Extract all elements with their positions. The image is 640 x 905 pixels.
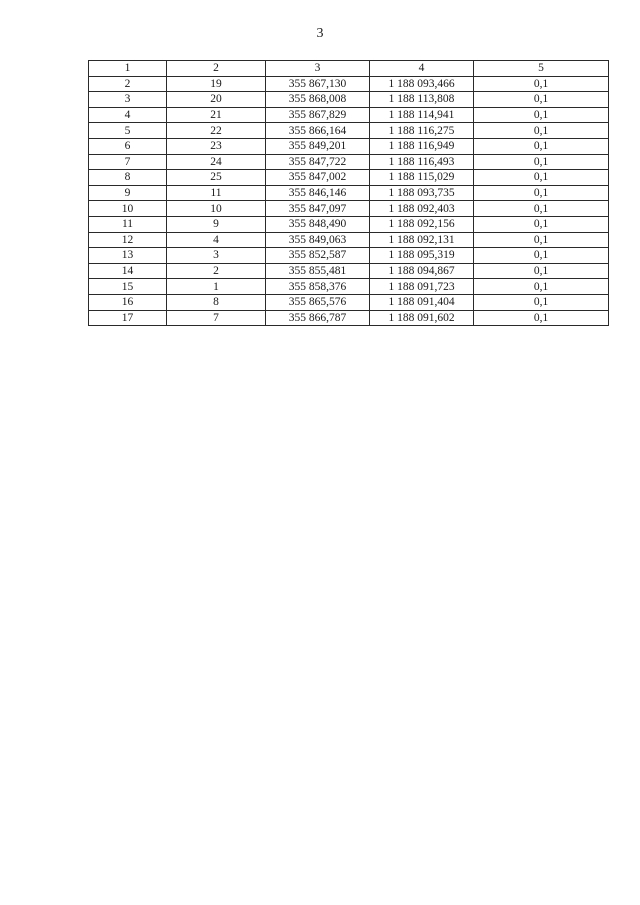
table-cell: 1 188 091,602 xyxy=(370,310,474,326)
table-cell: 355 867,130 xyxy=(266,76,370,92)
table-row xyxy=(89,263,609,279)
table-cell: 355 852,587 xyxy=(266,248,370,264)
table-row xyxy=(89,107,609,123)
table-cell: 4 xyxy=(89,107,167,123)
table-cell: 13 xyxy=(89,248,167,264)
table-cell: 0,1 xyxy=(474,154,609,170)
table-cell: 17 xyxy=(89,310,167,326)
table-row xyxy=(89,310,609,326)
table-cell: 355 855,481 xyxy=(266,263,370,279)
table-row xyxy=(89,248,609,264)
table-cell: 0,1 xyxy=(474,263,609,279)
table-cell: 23 xyxy=(167,138,266,154)
table-cell: 0,1 xyxy=(474,138,609,154)
table-cell: 1 188 093,735 xyxy=(370,185,474,201)
table-cell: 0,1 xyxy=(474,92,609,108)
table-row xyxy=(89,92,609,108)
table-cell: 355 849,063 xyxy=(266,232,370,248)
table-cell: 1 188 093,466 xyxy=(370,76,474,92)
table-cell: 11 xyxy=(89,216,167,232)
table-cell: 11 xyxy=(167,185,266,201)
table-cell: 1 188 116,275 xyxy=(370,123,474,139)
table-cell: 3 xyxy=(89,92,167,108)
table-header-row xyxy=(89,61,609,77)
table-row xyxy=(89,138,609,154)
table-cell: 1 188 094,867 xyxy=(370,263,474,279)
table-cell: 0,1 xyxy=(474,185,609,201)
table-cell: 0,1 xyxy=(474,294,609,310)
table-row xyxy=(89,123,609,139)
table-cell: 355 865,576 xyxy=(266,294,370,310)
table-cell: 355 847,722 xyxy=(266,154,370,170)
table-cell: 1 188 113,808 xyxy=(370,92,474,108)
table-cell: 1 188 095,319 xyxy=(370,248,474,264)
table-cell: 355 848,490 xyxy=(266,216,370,232)
table-cell: 1 188 092,403 xyxy=(370,201,474,217)
table-cell: 25 xyxy=(167,170,266,186)
table-cell: 0,1 xyxy=(474,107,609,123)
table-cell: 1 188 116,493 xyxy=(370,154,474,170)
header-cell: 3 xyxy=(266,61,370,77)
table-cell: 10 xyxy=(167,201,266,217)
table-row xyxy=(89,185,609,201)
header-cell: 4 xyxy=(370,61,474,77)
table-row xyxy=(89,76,609,92)
table-cell: 2 xyxy=(89,76,167,92)
table-cell: 355 868,008 xyxy=(266,92,370,108)
table-cell: 1 188 116,949 xyxy=(370,138,474,154)
table-cell: 22 xyxy=(167,123,266,139)
table-row xyxy=(89,294,609,310)
table-cell: 7 xyxy=(167,310,266,326)
table-cell: 1 188 091,723 xyxy=(370,279,474,295)
table-row xyxy=(89,154,609,170)
table-cell: 20 xyxy=(167,92,266,108)
table-cell: 24 xyxy=(167,154,266,170)
table-cell: 355 847,002 xyxy=(266,170,370,186)
table-row xyxy=(89,216,609,232)
table-row xyxy=(89,279,609,295)
table-cell: 0,1 xyxy=(474,310,609,326)
table-cell: 21 xyxy=(167,107,266,123)
table-cell: 8 xyxy=(167,294,266,310)
table-cell: 0,1 xyxy=(474,248,609,264)
table-cell: 8 xyxy=(89,170,167,186)
table-cell: 1 188 115,029 xyxy=(370,170,474,186)
header-cell: 2 xyxy=(167,61,266,77)
table-cell: 15 xyxy=(89,279,167,295)
table-cell: 1 188 092,131 xyxy=(370,232,474,248)
table-cell: 1 188 114,941 xyxy=(370,107,474,123)
table-cell: 0,1 xyxy=(474,123,609,139)
table-row xyxy=(89,170,609,186)
table-cell: 9 xyxy=(89,185,167,201)
table-row xyxy=(89,232,609,248)
table-cell: 355 847,097 xyxy=(266,201,370,217)
table-row xyxy=(89,201,609,217)
table-cell: 5 xyxy=(89,123,167,139)
table-cell: 9 xyxy=(167,216,266,232)
table-cell: 7 xyxy=(89,154,167,170)
header-cell: 5 xyxy=(474,61,609,77)
table-cell: 10 xyxy=(89,201,167,217)
table-cell: 355 849,201 xyxy=(266,138,370,154)
coordinates-table xyxy=(88,60,609,326)
table-cell: 355 858,376 xyxy=(266,279,370,295)
table-cell: 355 867,829 xyxy=(266,107,370,123)
table-cell: 1 188 091,404 xyxy=(370,294,474,310)
header-cell: 1 xyxy=(89,61,167,77)
table-cell: 0,1 xyxy=(474,232,609,248)
table-cell: 0,1 xyxy=(474,279,609,295)
table-cell: 12 xyxy=(89,232,167,248)
table-cell: 3 xyxy=(167,248,266,264)
table-cell: 1 xyxy=(167,279,266,295)
table-cell: 0,1 xyxy=(474,76,609,92)
table-cell: 14 xyxy=(89,263,167,279)
table-cell: 19 xyxy=(167,76,266,92)
table-cell: 6 xyxy=(89,138,167,154)
table-cell: 0,1 xyxy=(474,216,609,232)
table-cell: 0,1 xyxy=(474,201,609,217)
table-cell: 2 xyxy=(167,263,266,279)
table-cell: 355 866,787 xyxy=(266,310,370,326)
table-cell: 16 xyxy=(89,294,167,310)
table-cell: 355 846,146 xyxy=(266,185,370,201)
coordinates-table-body xyxy=(89,61,609,326)
table-cell: 0,1 xyxy=(474,170,609,186)
page-number: 3 xyxy=(316,26,324,41)
table-cell: 355 866,164 xyxy=(266,123,370,139)
table-cell: 4 xyxy=(167,232,266,248)
table-cell: 1 188 092,156 xyxy=(370,216,474,232)
